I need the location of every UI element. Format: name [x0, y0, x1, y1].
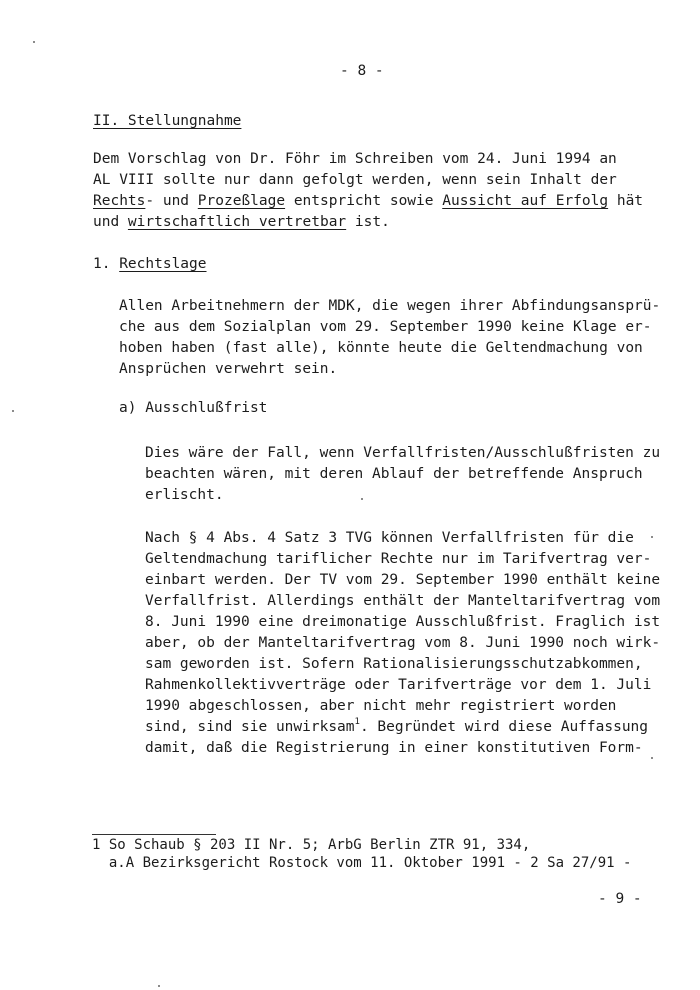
scan-speck: [33, 41, 35, 43]
text-line: erlischt.: [145, 487, 224, 503]
page-number-next: - 9 -: [598, 891, 642, 907]
paragraph-arbeitnehmer: [119, 296, 660, 380]
footnote-line-2: a.A Bezirksgericht Rostock vom 11. Oktober 1991 - 2 Sa 27/91 -: [92, 855, 632, 871]
intro-text: ist.: [346, 214, 390, 230]
text-line: Geltendmachung tariflicher Rechte nur im Tarifvertrag ver-: [145, 551, 652, 567]
text-line: beachten wären, mit deren Ablauf der betreffende Anspruch: [145, 466, 643, 482]
intro-line-1: Dem Vorschlag von Dr. Föhr im Schreiben vom 24. Juni 1994 an: [93, 151, 617, 167]
text-line-with-footnote: [145, 717, 660, 738]
subheading-title: Rechtslage: [119, 256, 207, 272]
footnote: [92, 836, 631, 872]
intro-text: entspricht sowie: [285, 193, 443, 209]
paragraph-tvg: [145, 528, 660, 759]
scan-speck: [158, 985, 160, 987]
scan-speck: [12, 410, 14, 412]
subheading-number: 1.: [93, 256, 120, 272]
text-line: einbart werden. Der TV vom 29. September 1990 enthält keine: [145, 572, 661, 588]
underlined-aussicht: Aussicht auf Erfolg: [442, 193, 609, 209]
text-line: Rahmenkollektivverträge oder Tarifverträge vor dem 1. Juli: [145, 677, 652, 693]
footnote-rule: [92, 834, 216, 835]
intro-line-2: AL VIII sollte nur dann gefolgt werden, wenn sein Inhalt der: [93, 172, 617, 188]
underlined-rechts: Rechts: [93, 193, 146, 209]
text-line: Ansprüchen verwehrt sein.: [119, 361, 338, 377]
text-line: Dies wäre der Fall, wenn Verfallfristen/Ausschlußfristen zu: [145, 445, 661, 461]
text-line: Allen Arbeitnehmern der MDK, die wegen ihrer Abfindungsansprü-: [119, 298, 661, 314]
underlined-wirtschaftlich: wirtschaftlich vertretbar: [127, 214, 347, 230]
text-line: sam geworden ist. Sofern Rationalisierungsschutzabkommen,: [145, 656, 643, 672]
scan-speck: [651, 757, 653, 759]
intro-text: - und: [145, 193, 198, 209]
subheading-ausschlussfrist: a) Ausschlußfrist: [119, 400, 268, 416]
footnote-line-1: 1 So Schaub § 203 II Nr. 5; ArbG Berlin ZTR 91, 334,: [92, 837, 531, 853]
page-number-top: - 8 -: [340, 63, 384, 79]
text-line: aber, ob der Manteltarifvertrag vom 8. Juni 1990 noch wirk-: [145, 635, 661, 651]
underlined-prozesslage: Prozeßlage: [197, 193, 286, 209]
scan-speck: [651, 536, 653, 538]
text-line: che aus dem Sozialplan vom 29. September 1990 keine Klage er-: [119, 319, 652, 335]
intro-line-3: [93, 191, 643, 212]
text-line: hoben haben (fast alle), könnte heute die Geltendmachung von: [119, 340, 643, 356]
intro-line-4: [93, 212, 643, 233]
text-fragment: . Begründet wird diese Auffassung: [359, 719, 649, 735]
text-line: Nach § 4 Abs. 4 Satz 3 TVG können Verfallfristen für die: [145, 530, 634, 546]
intro-text: hät: [608, 193, 644, 209]
text-line: damit, daß die Registrierung in einer konstitutiven Form-: [145, 740, 643, 756]
text-line: 8. Juni 1990 eine dreimonatige Ausschlußfrist. Fraglich ist: [145, 614, 661, 630]
section-heading: II. Stellungnahme: [93, 113, 242, 129]
text-line: 1990 abgeschlossen, aber nicht mehr registriert worden: [145, 698, 617, 714]
footnote-marker: 1: [354, 717, 360, 727]
subheading-rechtslage: [93, 256, 207, 272]
text-fragment: sind, sind sie unwirksam: [145, 719, 355, 735]
text-line: Verfallfrist. Allerdings enthält der Manteltarifvertrag vom: [145, 593, 661, 609]
paragraph-verfallfristen: [145, 443, 660, 506]
intro-paragraph: [93, 149, 643, 233]
intro-text: und: [93, 214, 128, 230]
scan-speck: [361, 498, 363, 500]
